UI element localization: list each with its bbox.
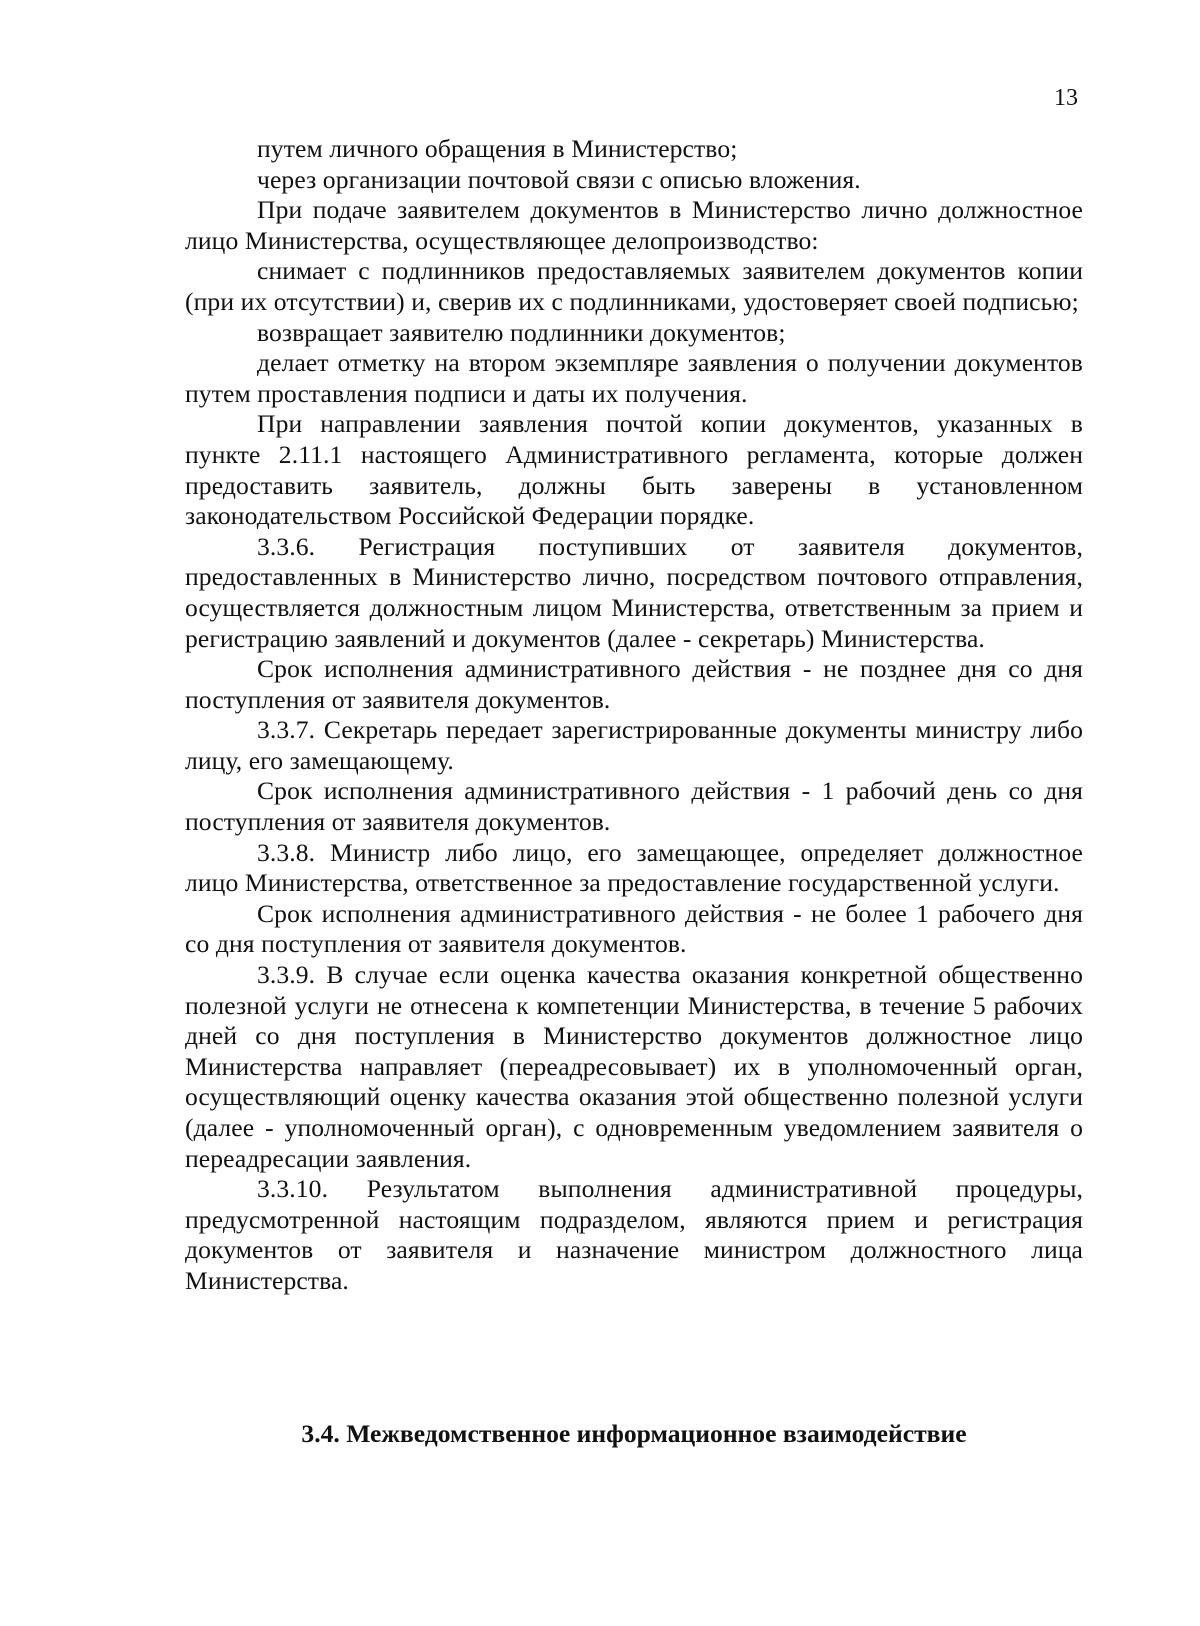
page-number: 13 (1054, 85, 1078, 111)
document-body (185, 134, 1083, 1297)
paragraph: Срок исполнения административного действия - 1 рабочий день со дня поступления от заявителя документов. (185, 776, 1083, 837)
paragraph: 3.3.7. Секретарь передает зарегистрированные документы министру либо лицу, его замещающему. (185, 715, 1083, 775)
paragraph: 3.3.6. Регистрация поступивших от заявителя документов, предоставленных в Министерство лично, посредством почтового отправления, осуществляется должностным лицом Министерства, ответственным за прием и регистрацию заявлений и документов (далее - секретарь) Министерства. (185, 531, 1083, 653)
paragraph: делает отметку на втором экземпляре заявления о получении документов путем проставления подписи и даты их получения. (185, 348, 1083, 408)
paragraph: снимает с подлинников предоставляемых заявителем документов копии (при их отсутствии) и, сверив их с подлинниками, удостоверяет своей подписью; (185, 256, 1083, 316)
section-heading: 3.4. Межведомственное информационное взаимодействие (301, 1419, 967, 1448)
paragraph: При направлении заявления почтой копии документов, указанных в пункте 2.11.1 настоящего Административного регламента, которые должен предоставить заявитель, должны быть заверены в установленном законодательством Российской Федерации порядке. (185, 409, 1083, 531)
paragraph: через организации почтовой связи с описью вложения. (257, 164, 861, 194)
paragraph: Срок исполнения административного действия - не более 1 рабочего дня со дня поступления от заявителя документов. (185, 898, 1083, 959)
paragraph: Срок исполнения административного действия - не позднее дня со дня поступления от заявителя документов. (185, 654, 1083, 714)
paragraph: путем личного обращения в Министерство; (257, 134, 738, 163)
paragraph: 3.3.8. Министр либо лицо, его замещающее, определяет должностное лицо Министерства, ответственное за предоставление государственной услуги. (185, 837, 1083, 898)
paragraph: 3.3.9. В случае если оценка качества оказания конкретной общественно полезной услуги не отнесена к компетенции Министерства, в течение 5 рабочих дней со дня поступления в Министерство документов должностное лицо Министерства направляет (переадресовывает) их в уполномоченный орган, осуществляющий оценку качества оказания этой общественно полезной услуги (далее - уполномоченный орган), с одновременным уведомлением заявителя о переадресации заявления. (185, 960, 1083, 1173)
paragraph: 3.3.10. Результатом выполнения административной процедуры, предусмотренной настоящим подразделом, являются прием и регистрация документов от заявителя и назначение министром должностного лица Министерства. (185, 1174, 1083, 1295)
paragraph: возвращает заявителю подлинники документов; (257, 317, 786, 347)
paragraph: При подаче заявителем документов в Министерство лично должностное лицо Министерства, осуществляющее делопроизводство: (185, 195, 1083, 255)
